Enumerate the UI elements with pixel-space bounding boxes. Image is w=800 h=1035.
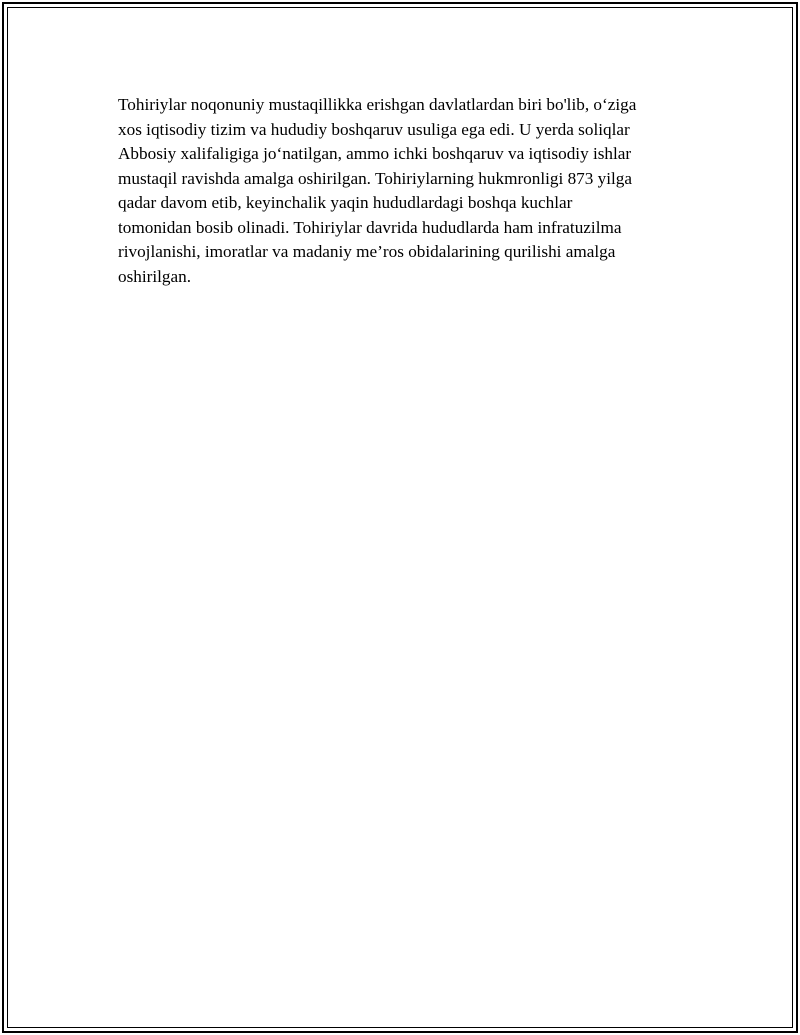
text-line: xos iqtisodiy tizim va hududiy boshqaruv usuliga ega edi. U yerda soliqlar bbox=[118, 119, 630, 139]
text-line: qadar davom etib, keyinchalik yaqin hududlardagi boshqa kuchlar bbox=[118, 193, 573, 212]
text-line: Abbosiy xalifaligiga jo‘natilgan, ammo ichki boshqaruv va iqtisodiy ishlar bbox=[118, 144, 632, 163]
text-line: oshirilgan. bbox=[118, 266, 192, 286]
text-line: mustaqil ravishda amalga oshirilgan. Tohiriylarning hukmronligi 873 yilga bbox=[118, 168, 633, 188]
text-line: tomonidan bosib olinadi. Tohiriylar davrida hududlarda ham infratuzilma bbox=[118, 217, 622, 237]
text-line: rivojlanishi, imoratlar va madaniy me’ros obidalarining qurilishi amalga bbox=[118, 242, 616, 261]
paragraph bbox=[118, 93, 678, 289]
document-body bbox=[118, 93, 678, 289]
text-line: Tohiriylar noqonuniy mustaqillikka erishgan davlatlardan biri bo'lib, o‘ziga bbox=[118, 95, 637, 114]
